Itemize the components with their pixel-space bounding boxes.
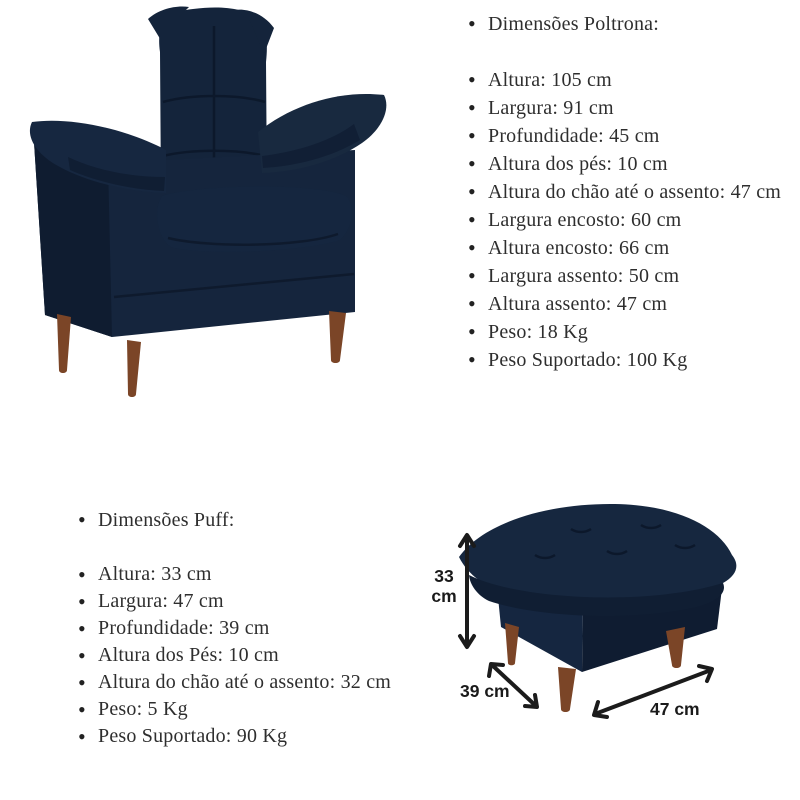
dimension-item: • Profundidade: 45 cm [460,122,796,150]
dimension-item: • Peso Suportado: 90 Kg [70,723,426,750]
poltrona-items [460,66,796,374]
dimension-item: • Altura: 105 cm [460,66,796,94]
dimension-item: • Altura encosto: 66 cm [460,234,796,262]
puff-width-label: 47 cm [650,699,700,719]
puff-depth-label: 39 cm [460,681,510,701]
puff-items [70,561,426,750]
puff-height-label: 33 cm [431,566,457,606]
dimension-item: • Peso: 5 Kg [70,696,426,723]
poltrona-list-title: • Dimensões Poltrona: [460,10,796,38]
dimension-item: • Largura: 91 cm [460,94,796,122]
dimension-item: • Largura assento: 50 cm [460,262,796,290]
dimension-item: • Profundidade: 39 cm [70,615,426,642]
dimension-item: • Altura dos pés: 10 cm [460,150,796,178]
puff-list-title: • Dimensões Puff: [70,506,426,534]
poltrona-dimensions-list [460,10,796,374]
dimension-item: • Largura: 47 cm [70,588,426,615]
puff-illustration [425,495,797,740]
dimension-item: • Altura dos Pés: 10 cm [70,642,426,669]
dimension-item: • Largura encosto: 60 cm [460,206,796,234]
armchair-illustration [10,0,430,430]
dimension-item: • Peso Suportado: 100 Kg [460,346,796,374]
armchair-image [10,0,430,430]
puff-image [425,495,797,740]
puff-dimensions-list [70,506,426,750]
dimension-item: • Altura assento: 47 cm [460,290,796,318]
dimension-item: • Altura do chão até o assento: 32 cm [70,669,426,696]
dimension-item: • Peso: 18 Kg [460,318,796,346]
dimension-item: • Altura: 33 cm [70,561,426,588]
dimension-item: • Altura do chão até o assento: 47 cm [460,178,796,206]
